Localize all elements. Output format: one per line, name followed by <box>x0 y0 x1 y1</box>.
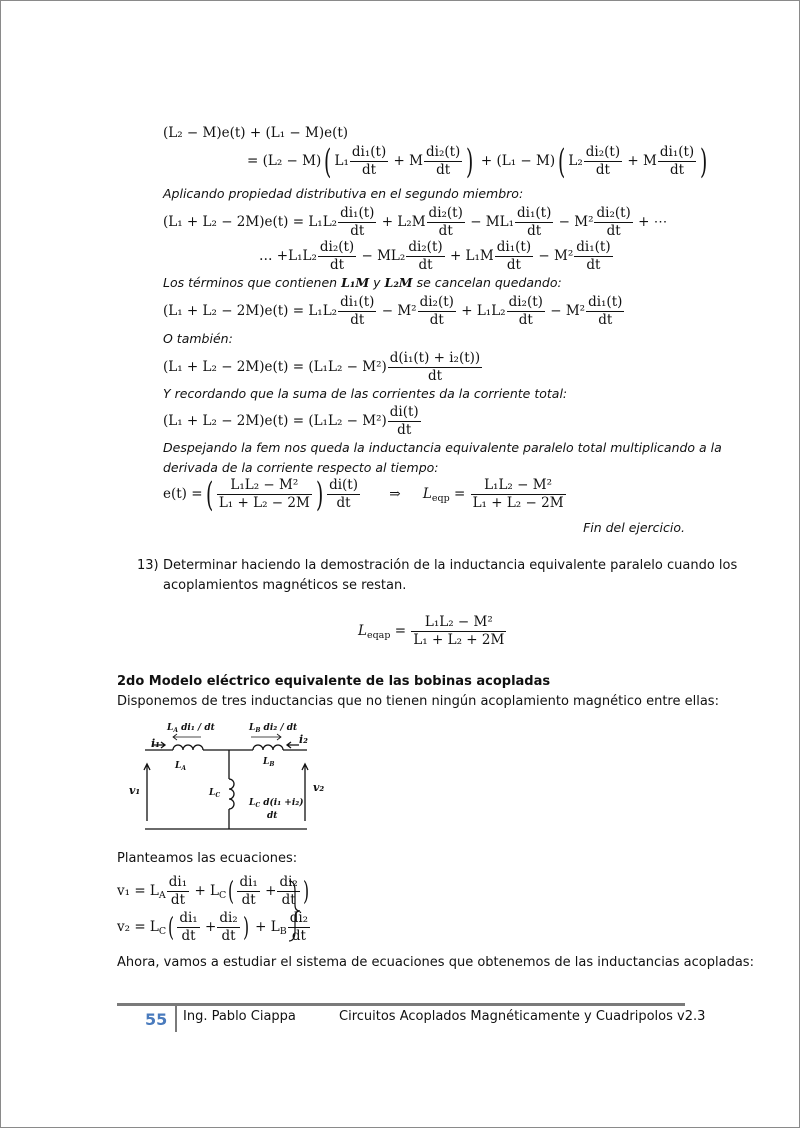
equation-5: (L₁ + L₂ − 2M)e(t) = (L₁L₂ − M²) $\frac{di(t)}{dt}$ <box>163 404 419 438</box>
lc-drop-den: dt <box>267 811 278 821</box>
inductor-lb <box>253 745 283 750</box>
equation-8-line-1: $v_1 = L_A$ $\frac{\text{di₁}}{dt}$ + $L_C$( $\frac{\text{di₁}}{dt}$ + $\frac{\text{di₂}}{dt}$ ) <box>117 874 309 908</box>
la-drop-label: $L_A$ di₁ / dt <box>167 723 215 734</box>
lc-drop-label: $L_C$ d(i₁ +i₂) <box>249 798 304 809</box>
item-13-line-2: acoplamientos magnéticos se restan. <box>163 578 407 593</box>
page-number: 55 <box>145 1010 168 1029</box>
inductor-la <box>173 745 203 750</box>
equation-3: (L₁ + L₂ − 2M)e(t) = L₁L₂ $\frac{\text{di₁(t)}}{dt}$ − M² $\frac{\text{di₂(t)}}{dt}$ + L₁L₂ $\frac{\text{di₂(t)}}{dt}$ − M² $\frac{\text{di₁(t)}}{dt}$ <box>163 294 623 328</box>
text-planteamos: Planteamos las ecuaciones: <box>117 851 298 866</box>
lc-label: $L_C$ <box>209 788 221 799</box>
i2-arrow <box>287 742 299 748</box>
text-cancelan: Los términos que contienen L₁M y L₂M se cancelan quedando: <box>163 275 562 290</box>
item-13-number: 13) <box>137 558 159 573</box>
v1-label: v₁ <box>129 784 141 797</box>
footer-title: Circuitos Acoplados Magnéticamente y Cuadripolos v2.3 <box>339 1009 706 1024</box>
lb-drop-arrow <box>251 734 281 740</box>
system-brace <box>287 879 301 943</box>
equation-2-line-2: … +L₁L₂ $\frac{\text{di₂(t)}}{dt}$ − ML₂ $\frac{\text{di₂(t)}}{dt}$ + L₁M $\frac{\text{di₁(t)}}{dt}$ − M² $\frac{\text{di₁(t)}}{dt}$ <box>259 239 611 273</box>
footer-author: Ing. Pablo Ciappa <box>183 1009 296 1024</box>
equation-7: $L_{eqap}$ = $\frac{\text{L₁L₂ − M²}}{\text{L₁ + L₂ + 2M}}$ <box>358 614 505 648</box>
i1-label: i₁ <box>151 737 160 750</box>
footer-rule <box>117 1003 685 1006</box>
section-intro: Disponemos de tres inductancias que no tienen ningún acoplamiento magnético entre ellas: <box>117 694 719 709</box>
text-tambien: O también: <box>163 331 233 346</box>
footer-separator <box>175 1006 177 1032</box>
la-drop-arrow <box>173 734 201 740</box>
equation-1-line-2: = (L₂ − M)( L₁ $\frac{\text{di₁(t)}}{dt}$ + M $\frac{\text{di₂(t)}}{dt}$ ) + (L₁ − M)( L₂ $\frac{\text{di₂(t)}}{dt}$ + M $\frac{\text{di₁(t)}}{dt}$ ) <box>247 141 708 182</box>
text-ahora: Ahora, vamos a estudiar el sistema de ecuaciones que obtenemos de las inductancias acopladas: <box>117 955 754 970</box>
text-despejando-2: derivada de la corriente respecto al tiempo: <box>163 460 439 475</box>
lb-drop-label: $L_B$ di₂ / dt <box>249 723 298 734</box>
circuit-diagram <box>117 717 327 837</box>
equation-4: (L₁ + L₂ − 2M)e(t) = (L₁L₂ − M²) $\frac{\text{d(i₁(t) + i₂(t))}}{dt}$ <box>163 350 481 384</box>
text-fin-ejercicio: Fin del ejercicio. <box>583 520 685 535</box>
v2-label: v₂ <box>313 781 325 794</box>
equation-2-line-1: (L₁ + L₂ − 2M)e(t) = L₁L₂ $\frac{\text{di₁(t)}}{dt}$ + L₂M $\frac{\text{di₂(t)}}{dt}$ − ML₁ $\frac{\text{di₁(t)}}{dt}$ − M² $\frac{\text{di₂(t)}}{dt}$ + ⋯ <box>163 205 668 239</box>
equation-8-line-2: $v_2 = L_C$( $\frac{\text{di₁}}{dt}$ + $\frac{\text{di₂}}{dt}$ ) + $L_B$ $\frac{\text{di₂}}{dt}$ <box>117 910 309 944</box>
section-title: 2do Modelo eléctrico equivalente de las bobinas acopladas <box>117 674 551 689</box>
la-label: $L_A$ <box>175 761 186 772</box>
i2-label: i₂ <box>299 733 308 746</box>
text-despejando-1: Despejando la fem nos queda la inductancia equivalente paralelo total multiplicando a la <box>163 440 722 455</box>
text-suma-corrientes: Y recordando que la suma de las corrientes da la corriente total: <box>163 386 568 401</box>
equation-1-line-1: (L₂ − M)e(t) + (L₁ − M)e(t) <box>163 125 349 141</box>
text-distributiva: Aplicando propiedad distributiva en el segundo miembro: <box>163 186 524 201</box>
inductor-lc <box>229 779 234 809</box>
lb-label: $L_B$ <box>263 757 275 768</box>
item-13-line-1: Determinar haciendo la demostración de la inductancia equivalente paralelo cuando los <box>163 558 738 573</box>
equation-6: e(t) =( $\frac{\text{L₁L₂ − M²}}{\text{L₁ + L₂ − 2M}}$ ) $\frac{di(t)}{dt}$ ⇒ $L_{eqp}$ = $\frac{\text{L₁L₂ − M²}}{\text{L₁ + L₂ − 2M}}$ <box>163 474 564 515</box>
